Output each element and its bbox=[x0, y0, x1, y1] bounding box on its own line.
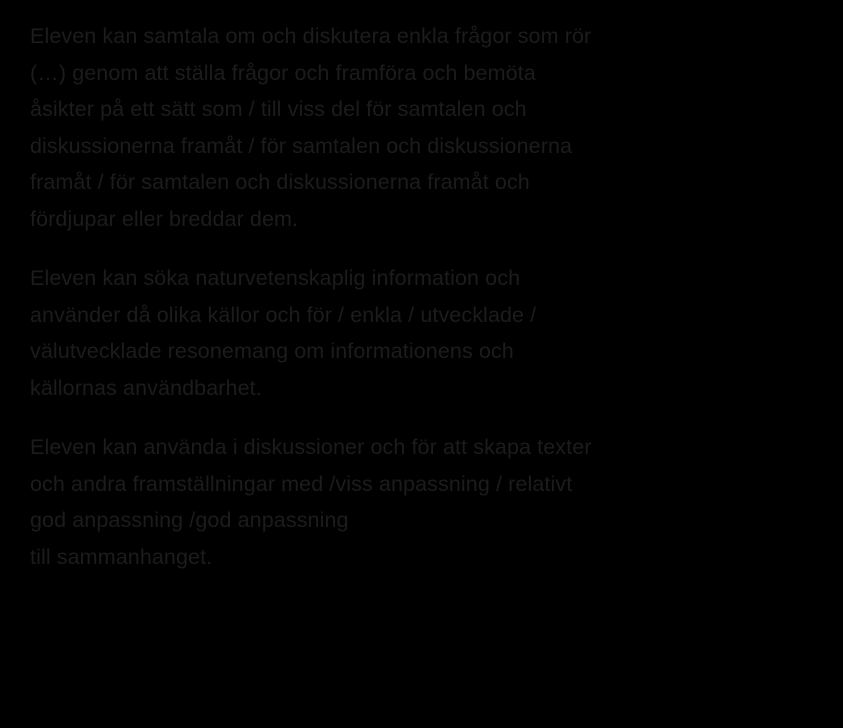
text-line: välutvecklade resonemang om informationens och bbox=[30, 339, 514, 363]
text-line: åsikter på ett sätt som / till viss del för samtalen och bbox=[30, 97, 527, 121]
text-line: framåt / för samtalen och diskussionerna framåt och bbox=[30, 170, 530, 194]
text-line: diskussionerna framåt / för samtalen och diskussionerna bbox=[30, 133, 573, 158]
text-line: (…) genom att ställa frågor och framföra och bemöta bbox=[30, 60, 536, 85]
paragraph-adaptation bbox=[30, 429, 783, 575]
text-line: Eleven kan samtala om och diskutera enkla frågor som rör bbox=[30, 24, 592, 48]
text-line: och andra framställningar med /viss anpassning / relativt bbox=[30, 471, 573, 496]
text-line: Eleven kan söka naturvetenskaplig information och bbox=[30, 266, 521, 290]
text-line: till sammanhanget. bbox=[30, 544, 213, 569]
paragraph-discussion bbox=[30, 18, 783, 237]
text-line: källornas användbarhet. bbox=[30, 375, 262, 400]
paragraph-information-search bbox=[30, 260, 783, 406]
text-line: god anpassning /god anpassning bbox=[30, 508, 349, 532]
text-line: fördjupar eller breddar dem. bbox=[30, 206, 299, 231]
text-line: Eleven kan använda i diskussioner och för att skapa texter bbox=[30, 435, 592, 459]
text-line: använder då olika källor och för / enkla / utvecklade / bbox=[30, 302, 537, 327]
